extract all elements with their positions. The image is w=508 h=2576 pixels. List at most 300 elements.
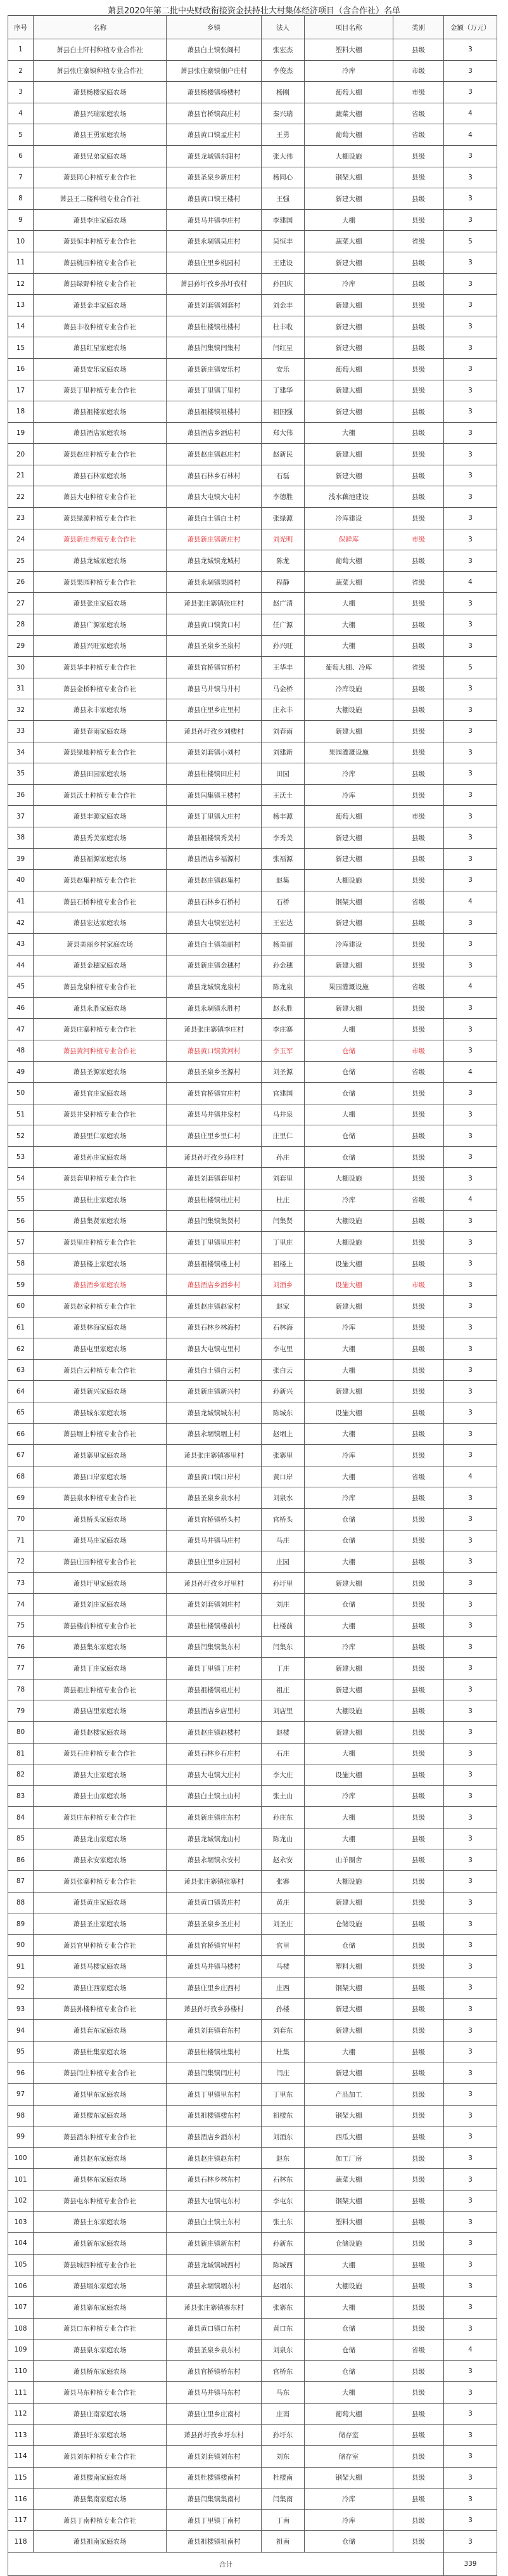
cell-name: 萧县白云种植专业合作社: [34, 1359, 167, 1381]
table-row: [8, 1381, 497, 1402]
table-row: [8, 2041, 497, 2062]
table-row: [8, 1296, 497, 1317]
cell-category: 县级: [393, 1423, 444, 1445]
cell-legal-person: 杜庄: [262, 1189, 305, 1211]
cell-legal-person: 王建设: [262, 252, 305, 273]
cell-index: 25: [8, 550, 34, 572]
cell-legal-person: 陈龙山: [262, 1828, 305, 1849]
cell-legal-person: 李德胜: [262, 486, 305, 508]
cell-project: 浅水藕池建设: [305, 486, 393, 508]
cell-township: 萧县官桥镇官庄村: [167, 1083, 262, 1104]
cell-project: 西瓜大棚: [305, 2126, 393, 2148]
cell-amount: 3: [444, 593, 497, 614]
cell-index: 74: [8, 1594, 34, 1615]
table-row: [8, 1871, 497, 1893]
cell-township: 萧县石林乡石桥村: [167, 891, 262, 912]
cell-name: 萧县白土阡村种植专业合作社: [34, 39, 167, 61]
cell-township: 萧县龙城镇龙山村: [167, 1828, 262, 1849]
cell-index: 56: [8, 1210, 34, 1232]
cell-category: 县级: [393, 1636, 444, 1658]
cell-project: 大棚: [305, 209, 393, 231]
cell-amount: 3: [444, 1168, 497, 1189]
cell-amount: 4: [444, 103, 497, 124]
cell-amount: 3: [444, 2062, 497, 2084]
cell-amount: 3: [444, 2254, 497, 2275]
cell-name: 萧县堌东家庭农场: [34, 2275, 167, 2297]
cell-index: 91: [8, 1956, 34, 1977]
cell-legal-person: 赵永安: [262, 1849, 305, 1871]
cell-township: 萧县圣泉乡泉水村: [167, 1487, 262, 1509]
cell-legal-person: 闫集东: [262, 1636, 305, 1658]
table-row: [8, 2446, 497, 2468]
cell-category: 县级: [393, 827, 444, 848]
cell-category: 县级: [393, 1594, 444, 1615]
table-row: [8, 1615, 497, 1636]
table-row: [8, 273, 497, 295]
cell-legal-person: 刘泉东: [262, 2340, 305, 2361]
cell-amount: 3: [444, 380, 497, 401]
cell-amount: 3: [444, 806, 497, 827]
cell-township: 萧县龙城镇城西村: [167, 2254, 262, 2275]
cell-legal-person: 王强: [262, 188, 305, 210]
cell-township: 萧县庄里乡庄南村: [167, 2403, 262, 2424]
cell-project: 山羊圈舍: [305, 1849, 393, 1871]
cell-project: 大棚设施: [305, 1700, 393, 1722]
cell-category: 省级: [393, 1061, 444, 1083]
cell-index: 5: [8, 124, 34, 146]
cell-legal-person: 李大庄: [262, 1764, 305, 1786]
cell-category: 县级: [393, 2126, 444, 2148]
cell-legal-person: 刘套里: [262, 1168, 305, 1189]
cell-legal-person: 庄里仁: [262, 1125, 305, 1147]
cell-index: 85: [8, 1828, 34, 1849]
cell-name: 萧县沃土种植专业合作社: [34, 784, 167, 806]
cell-project: 大棚设施: [305, 870, 393, 891]
cell-legal-person: 李玉军: [262, 1040, 305, 1061]
cell-category: 县级: [393, 784, 444, 806]
cell-project: 仓储设施: [305, 1913, 393, 1935]
cell-project: 冷库: [305, 1487, 393, 1509]
cell-name: 萧县寨东家庭农场: [34, 2296, 167, 2318]
cell-index: 39: [8, 848, 34, 870]
cell-index: 28: [8, 614, 34, 636]
cell-amount: 4: [444, 571, 497, 593]
table-row: [8, 678, 497, 699]
cell-category: 县级: [393, 2509, 444, 2531]
cell-index: 6: [8, 145, 34, 167]
cell-legal-person: 赵广清: [262, 593, 305, 614]
table-row: [8, 358, 497, 380]
cell-amount: 3: [444, 465, 497, 486]
cell-project: 新建大棚: [305, 997, 393, 1019]
cell-name: 萧县赵东家庭农场: [34, 2147, 167, 2169]
cell-project: 新建大棚: [305, 337, 393, 359]
table-row: [8, 1338, 497, 1360]
cell-name: 萧县里仁家庭农场: [34, 1125, 167, 1147]
cell-amount: 3: [444, 2382, 497, 2404]
cell-township: 萧县张庄寨镇张寨村: [167, 1871, 262, 1893]
cell-category: 县级: [393, 188, 444, 210]
table-row: [8, 1168, 497, 1189]
cell-category: 县级: [393, 955, 444, 976]
cell-legal-person: 丁里庄: [262, 1232, 305, 1253]
header-row: [8, 16, 497, 39]
cell-category: 县级: [393, 444, 444, 465]
cell-index: 103: [8, 2211, 34, 2233]
cell-name: 萧县马东种植专业合作社: [34, 2382, 167, 2404]
cell-project: 蔬菜大棚: [305, 571, 393, 593]
cell-legal-person: 丁南: [262, 2509, 305, 2531]
cell-name: 萧县楼前种植专业合作社: [34, 1615, 167, 1636]
cell-project: 新建大棚: [305, 1658, 393, 1680]
table-row: [8, 721, 497, 742]
cell-legal-person: 李建国: [262, 209, 305, 231]
cell-name: 萧县土山家庭农场: [34, 1785, 167, 1807]
cell-township: 萧县永堌镇永安村: [167, 1849, 262, 1871]
cell-township: 萧县刘套镇套东村: [167, 2020, 262, 2042]
cell-legal-person: 李屯里: [262, 1338, 305, 1360]
cell-amount: 3: [444, 1785, 497, 1807]
cell-name: 萧县永安家庭农场: [34, 1849, 167, 1871]
cell-index: 115: [8, 2467, 34, 2489]
cell-name: 萧县龙山家庭农场: [34, 1828, 167, 1849]
cell-amount: 3: [444, 145, 497, 167]
table-row: [8, 848, 497, 870]
cell-category: 县级: [393, 2020, 444, 2042]
cell-legal-person: 杜丰收: [262, 316, 305, 337]
cell-legal-person: 李秀美: [262, 827, 305, 848]
cell-category: 县级: [393, 1615, 444, 1636]
cell-legal-person: 官桥头: [262, 1508, 305, 1530]
cell-legal-person: 杜集: [262, 2041, 305, 2062]
table-row: [8, 508, 497, 529]
cell-township: 萧县黄口镇孟庄村: [167, 124, 262, 146]
cell-township: 萧县杜楼镇杜集村: [167, 2041, 262, 2062]
cell-category: 县级: [393, 1658, 444, 1680]
cell-amount: 3: [444, 295, 497, 316]
cell-amount: 3: [444, 1019, 497, 1040]
cell-project: 葡萄大棚: [305, 550, 393, 572]
cell-category: 县级: [393, 2147, 444, 2169]
cell-name: 萧县土东家庭农场: [34, 2211, 167, 2233]
cell-township: 萧县丁里镇丁庄村: [167, 1658, 262, 1680]
cell-township: 萧县张庄寨镇寨里村: [167, 1445, 262, 1466]
cell-legal-person: 杨美丽: [262, 933, 305, 955]
table-row: [8, 2190, 497, 2211]
cell-amount: 3: [444, 1977, 497, 1999]
table-row: [8, 1785, 497, 1807]
table-row: [8, 1530, 497, 1551]
cell-township: 萧县马井镇马井村: [167, 678, 262, 699]
cell-legal-person: 陈城东: [262, 1402, 305, 1424]
table-row: [8, 2254, 497, 2275]
cell-amount: 5: [444, 657, 497, 678]
cell-category: 县级: [393, 1168, 444, 1189]
cell-name: 萧县庄园种植专业合作社: [34, 1551, 167, 1573]
cell-township: 萧县永堌镇堌东村: [167, 2275, 262, 2297]
cell-amount: 3: [444, 1423, 497, 1445]
cell-index: 35: [8, 763, 34, 785]
cell-township: 萧县黄口镇黄河村: [167, 1040, 262, 1061]
cell-amount: 3: [444, 1274, 497, 1296]
cell-index: 69: [8, 1487, 34, 1509]
cell-township: 萧县黄口镇黄口村: [167, 614, 262, 636]
cell-index: 14: [8, 316, 34, 337]
cell-amount: 3: [444, 1487, 497, 1509]
cell-township: 萧县官桥镇桥东村: [167, 2360, 262, 2382]
cell-amount: 4: [444, 1189, 497, 1211]
cell-category: 县级: [393, 1977, 444, 1999]
cell-amount: 3: [444, 1871, 497, 1893]
cell-name: 萧县杜庄家庭农场: [34, 1189, 167, 1211]
cell-category: 县级: [393, 2169, 444, 2191]
cell-amount: 3: [444, 2489, 497, 2510]
cell-category: 县级: [393, 39, 444, 61]
cell-legal-person: 闫庄: [262, 2062, 305, 2084]
table-row: [8, 1359, 497, 1381]
total-label: 合计: [8, 2553, 444, 2576]
cell-index: 73: [8, 1572, 34, 1594]
cell-amount: 5: [444, 231, 497, 252]
cell-amount: 3: [444, 1913, 497, 1935]
cell-name: 萧县金桥种植专业合作社: [34, 678, 167, 699]
table-row: [8, 1125, 497, 1147]
cell-township: 萧县马井镇马楼村: [167, 1956, 262, 1977]
table-row: [8, 1423, 497, 1445]
cell-legal-person: 刘酒东: [262, 2126, 305, 2148]
cell-legal-person: 秦兴瑞: [262, 103, 305, 124]
cell-legal-person: 李俊杰: [262, 60, 305, 82]
cell-legal-person: 赵楼: [262, 1721, 305, 1743]
cell-index: 24: [8, 529, 34, 550]
cell-category: 县级: [393, 614, 444, 636]
cell-name: 萧县兄弟家庭农场: [34, 145, 167, 167]
cell-legal-person: 李屯东: [262, 2190, 305, 2211]
cell-project: 仓储: [305, 1061, 393, 1083]
cell-category: 县级: [393, 742, 444, 763]
cell-amount: 3: [444, 401, 497, 423]
cell-category: 县级: [393, 699, 444, 721]
cell-category: 县级: [393, 295, 444, 316]
cell-index: 83: [8, 1785, 34, 1807]
cell-category: 市级: [393, 806, 444, 827]
cell-index: 3: [8, 82, 34, 103]
cell-index: 15: [8, 337, 34, 359]
table-row: [8, 1572, 497, 1594]
cell-index: 46: [8, 997, 34, 1019]
cell-index: 67: [8, 1445, 34, 1466]
cell-index: 66: [8, 1423, 34, 1445]
cell-legal-person: 赵新民: [262, 444, 305, 465]
cell-name: 萧县闫庄种植专业合作社: [34, 2062, 167, 2084]
cell-amount: 3: [444, 1040, 497, 1061]
cell-index: 11: [8, 252, 34, 273]
cell-name: 萧县宏达家庭农场: [34, 912, 167, 934]
cell-amount: 3: [444, 2424, 497, 2446]
cell-legal-person: 吴恒丰: [262, 231, 305, 252]
cell-amount: 4: [444, 1466, 497, 1487]
cell-name: 萧县果园种植专业合作社: [34, 571, 167, 593]
cell-category: 县级: [393, 337, 444, 359]
cell-name: 萧县口岸家庭农场: [34, 1466, 167, 1487]
cell-name: 萧县套东家庭农场: [34, 2020, 167, 2042]
cell-name: 萧县林海家庭农场: [34, 1317, 167, 1338]
cell-amount: 3: [444, 614, 497, 636]
table-row: [8, 2233, 497, 2255]
cell-project: 冷库设施: [305, 678, 393, 699]
cell-name: 萧县桃园种植专业合作社: [34, 252, 167, 273]
cell-legal-person: 赵家: [262, 1296, 305, 1317]
cell-name: 萧县丁里种植专业合作社: [34, 380, 167, 401]
cell-index: 87: [8, 1871, 34, 1893]
cell-amount: 3: [444, 2084, 497, 2106]
cell-category: 县级: [393, 316, 444, 337]
cell-amount: 3: [444, 742, 497, 763]
cell-index: 37: [8, 806, 34, 827]
cell-category: 县级: [393, 912, 444, 934]
cell-index: 99: [8, 2126, 34, 2148]
cell-project: 葡萄大棚: [305, 806, 393, 827]
cell-amount: 3: [444, 2275, 497, 2297]
table-row: [8, 1019, 497, 1040]
cell-township: 萧县石林乡林东村: [167, 2169, 262, 2191]
cell-legal-person: 闫集贤: [262, 1210, 305, 1232]
table-row: [8, 2382, 497, 2404]
cell-legal-person: 孙金穗: [262, 955, 305, 976]
table-row: [8, 465, 497, 486]
cell-category: 县级: [393, 273, 444, 295]
cell-category: 县级: [393, 486, 444, 508]
cell-name: 萧县井泉种植专业合作社: [34, 1104, 167, 1125]
cell-category: 县级: [393, 2424, 444, 2446]
cell-legal-person: 孙楼: [262, 1998, 305, 2020]
cell-project: 葡萄大棚: [305, 124, 393, 146]
cell-name: 萧县庄西家庭农场: [34, 1977, 167, 1999]
cell-index: 65: [8, 1402, 34, 1424]
cell-index: 16: [8, 358, 34, 380]
cell-category: 县级: [393, 508, 444, 529]
table-row: [8, 1445, 497, 1466]
cell-amount: 3: [444, 60, 497, 82]
cell-index: 7: [8, 167, 34, 188]
cell-category: 县级: [393, 1146, 444, 1168]
cell-project: 新建大棚: [305, 295, 393, 316]
cell-amount: 4: [444, 891, 497, 912]
cell-township: 萧县孙圩孜乡孙圩孜村: [167, 273, 262, 295]
cell-amount: 3: [444, 1700, 497, 1722]
cell-index: 51: [8, 1104, 34, 1125]
cell-index: 81: [8, 1743, 34, 1764]
cell-project: 大棚: [305, 1551, 393, 1573]
cell-township: 萧县石林乡石林村: [167, 465, 262, 486]
table-row: [8, 1402, 497, 1424]
col-header-name: 名称: [34, 16, 167, 39]
cell-category: 县级: [393, 1487, 444, 1509]
cell-legal-person: 陈城西: [262, 2254, 305, 2275]
cell-name: 萧县黄河种植专业合作社: [34, 1040, 167, 1061]
table-row: [8, 231, 497, 252]
cell-township: 萧县杨楼镇杨楼村: [167, 82, 262, 103]
table-row: [8, 2360, 497, 2382]
cell-township: 萧县赵庄镇赵东村: [167, 2147, 262, 2169]
cell-project: 冷库建设: [305, 508, 393, 529]
cell-township: 萧县圣泉乡新庄村: [167, 167, 262, 188]
cell-name: 萧县兴瑞家庭农场: [34, 103, 167, 124]
cell-name: 萧县华丰种植专业合作社: [34, 657, 167, 678]
cell-legal-person: 丁里东: [262, 2084, 305, 2106]
table-row: [8, 188, 497, 210]
cell-project: 设施大棚: [305, 1402, 393, 1424]
cell-name: 萧县祖南家庭农场: [34, 2531, 167, 2553]
cell-project: 大棚设施: [305, 145, 393, 167]
cell-township: 萧县赵庄镇赵楼村: [167, 1721, 262, 1743]
cell-project: 新建大棚: [305, 1381, 393, 1402]
cell-amount: 3: [444, 209, 497, 231]
cell-township: 萧县圣泉乡圣庄村: [167, 1913, 262, 1935]
cell-amount: 3: [444, 955, 497, 976]
table-row: [8, 2126, 497, 2148]
cell-index: 18: [8, 401, 34, 423]
cell-legal-person: 任广源: [262, 614, 305, 636]
cell-amount: 3: [444, 1402, 497, 1424]
table-row: [8, 784, 497, 806]
table-row: [8, 1317, 497, 1338]
table-row: [8, 742, 497, 763]
cell-amount: 3: [444, 508, 497, 529]
cell-index: 27: [8, 593, 34, 614]
cell-category: 县级: [393, 209, 444, 231]
cell-index: 59: [8, 1274, 34, 1296]
cell-township: 萧县永堌镇吴庄村: [167, 231, 262, 252]
cell-amount: 3: [444, 486, 497, 508]
cell-project: 仓储设施: [305, 2233, 393, 2255]
col-header-township: 乡镇: [167, 16, 262, 39]
cell-project: 仓储: [305, 1530, 393, 1551]
cell-project: 蔬菜大棚: [305, 103, 393, 124]
cell-index: 64: [8, 1381, 34, 1402]
cell-index: 17: [8, 380, 34, 401]
cell-legal-person: 官桥东: [262, 2360, 305, 2382]
cell-township: 萧县张庄寨镇李庄村: [167, 1019, 262, 1040]
cell-name: 萧县绿源种植专业合作社: [34, 508, 167, 529]
cell-legal-person: 孙新兴: [262, 1381, 305, 1402]
cell-name: 萧县金丰家庭农场: [34, 295, 167, 316]
cell-index: 75: [8, 1615, 34, 1636]
table-row: [8, 1807, 497, 1828]
table-row: [8, 295, 497, 316]
cell-project: 葡萄大棚、冷库: [305, 657, 393, 678]
cell-legal-person: 刘东: [262, 2446, 305, 2468]
cell-index: 20: [8, 444, 34, 465]
cell-category: 县级: [393, 635, 444, 657]
table-row: [8, 2084, 497, 2106]
cell-index: 89: [8, 1913, 34, 1935]
cell-township: 萧县祖楼镇祖南村: [167, 2531, 262, 2553]
cell-category: 县级: [393, 2489, 444, 2510]
cell-township: 萧县孙圩孜乡圩里村: [167, 1572, 262, 1594]
cell-township: 萧县祖楼镇楼上村: [167, 1253, 262, 1274]
cell-name: 萧县官里种植专业合作社: [34, 1934, 167, 1956]
cell-amount: 3: [444, 1743, 497, 1764]
col-header-index: 序号: [8, 16, 34, 39]
total-amount: 339: [444, 2553, 497, 2576]
cell-index: 45: [8, 976, 34, 998]
cell-name: 萧县新庄养殖专业合作社: [34, 529, 167, 550]
table-row: [8, 1104, 497, 1125]
table-row: [8, 2211, 497, 2233]
cell-amount: 3: [444, 1828, 497, 1849]
cell-amount: 3: [444, 1892, 497, 1913]
